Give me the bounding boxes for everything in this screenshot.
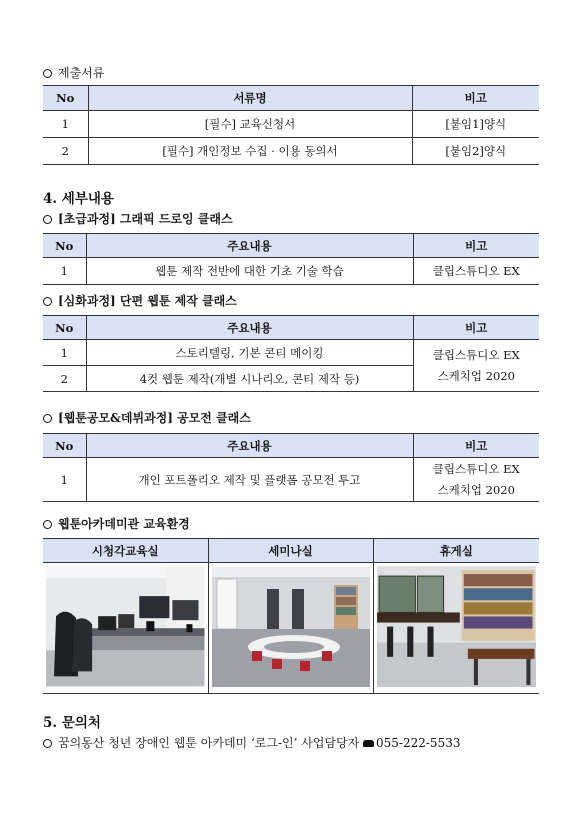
header-note: 비고: [413, 234, 539, 258]
docs-title-text: 제출서류: [58, 66, 105, 80]
contact-line: [43, 734, 460, 751]
detail-heading: 4. 세부내용: [43, 191, 114, 207]
circle-bullet-icon: [43, 297, 52, 306]
contest-course-title-text: [웹툰공모&데뷔과정] 공모전 클래스: [58, 411, 251, 425]
circle-bullet-icon: [43, 739, 52, 748]
contact-text: 꿈의동산 청년 장애인 웹툰 아카데미 ‘로그-인’ 사업담당자: [58, 736, 364, 750]
cell-no: 2: [43, 366, 86, 392]
basic-course-title-text: [초급과정] 그래픽 드로잉 클래스: [58, 212, 233, 226]
table-row: [43, 138, 539, 165]
env-table: [43, 538, 539, 694]
av-room-photo: [46, 566, 205, 689]
header-note: 비고: [413, 316, 539, 340]
table-row: [43, 458, 539, 502]
cell-doc-name: [필수] 교육신청서: [88, 111, 412, 138]
table-header-row: [43, 234, 539, 258]
header-content: 주요내용: [86, 234, 413, 258]
note-line: 스케치업 2020: [437, 368, 515, 383]
seminar-room-photo-cell: [208, 563, 373, 694]
cell-no: 1: [43, 340, 86, 366]
table-header-row: [43, 316, 539, 340]
advanced-course-title: [43, 292, 237, 309]
lounge-photo-cell: [373, 563, 539, 694]
phone-icon: [363, 740, 374, 747]
contact-heading: 5. 문의처: [43, 715, 101, 731]
docs-section-title: [43, 64, 104, 81]
cell-no: 2: [43, 138, 88, 165]
cell-doc-name: [필수] 개인정보 수집 · 이용 동의서: [88, 138, 412, 165]
seminar-room-photo: [212, 567, 370, 690]
cell-note: [413, 458, 539, 502]
docs-table: [43, 85, 539, 165]
table-header-row: [43, 539, 539, 563]
contest-course-title: [43, 409, 251, 426]
cell-content: 4컷 웹툰 제작(개별 시나리오, 콘티 제작 등): [86, 366, 413, 392]
env-title-text: 웹툰아카데미관 교육환경: [58, 517, 190, 531]
cell-content: 개인 포트폴리오 제작 및 플랫폼 공모전 투고: [86, 458, 413, 502]
table-header-row: [43, 86, 539, 111]
circle-bullet-icon: [43, 414, 52, 423]
cell-no: 1: [43, 111, 88, 138]
circle-bullet-icon: [43, 69, 52, 78]
header-no: No: [43, 434, 86, 458]
header-no: No: [43, 316, 86, 340]
circle-bullet-icon: [43, 520, 52, 529]
table-row: [43, 340, 539, 366]
cell-content: 스토리텔링, 기본 콘티 메이킹: [86, 340, 413, 366]
contest-course-table: [43, 433, 539, 502]
contact-phone: 055-222-5533: [376, 736, 461, 750]
header-lounge: 휴게실: [373, 539, 539, 563]
cell-content: 웹툰 제작 전반에 대한 기초 기술 학습: [86, 258, 413, 285]
lounge-photo: [377, 566, 537, 690]
header-doc-name: 서류명: [88, 86, 412, 111]
table-header-row: [43, 434, 539, 458]
cell-note: [붙임2]양식: [412, 138, 539, 165]
advanced-course-table: [43, 315, 539, 392]
header-no: No: [43, 234, 86, 258]
header-seminar-room: 세미나실: [208, 539, 373, 563]
cell-no: 1: [43, 258, 86, 285]
cell-note: [413, 340, 539, 392]
header-no: No: [43, 86, 88, 111]
header-content: 주요내용: [86, 434, 413, 458]
photo-row: [43, 563, 539, 694]
av-room-photo-cell: [43, 563, 208, 694]
header-av-room: 시청각교육실: [43, 539, 208, 563]
header-content: 주요내용: [86, 316, 413, 340]
note-line: 스케치업 2020: [437, 482, 515, 497]
header-note: 비고: [412, 86, 539, 111]
basic-course-table: [43, 233, 539, 285]
cell-note: [붙임1]양식: [412, 111, 539, 138]
note-line: 클립스튜디오 EX: [432, 461, 520, 476]
circle-bullet-icon: [43, 215, 52, 224]
cell-no: 1: [43, 458, 86, 502]
header-note: 비고: [413, 434, 539, 458]
table-row: [43, 258, 539, 285]
basic-course-title: [43, 210, 233, 227]
env-section-title: [43, 515, 190, 532]
note-line: 클립스튜디오 EX: [432, 347, 520, 362]
advanced-course-title-text: [심화과정] 단편 웹툰 제작 클래스: [58, 294, 237, 308]
cell-note: 클립스튜디오 EX: [413, 258, 539, 285]
table-row: [43, 111, 539, 138]
